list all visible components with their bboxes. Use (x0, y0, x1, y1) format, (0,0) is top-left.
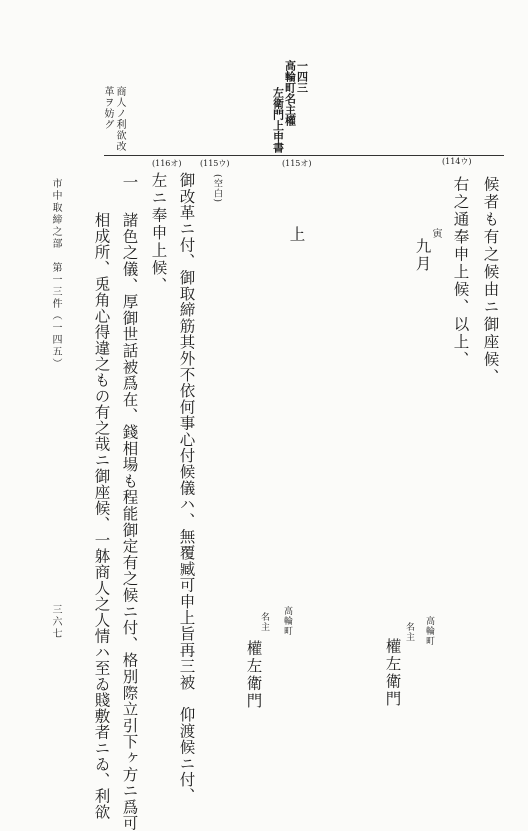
header-rule (104, 155, 504, 156)
marker-115u: (115ウ) (200, 159, 230, 168)
marker-116o: (116オ) (152, 159, 182, 168)
page-number: 三六七 (50, 604, 61, 640)
doc-title-line-2: 左衛門上申書 (271, 87, 285, 153)
left-line-2: 左ニ奉申上候、 (149, 172, 168, 295)
right-date-month: 九月 (413, 238, 432, 273)
right-town: 高輪町 (424, 616, 434, 646)
mid-town: 高輪町 (282, 606, 292, 636)
right-line-1: 候者も有之候由ニ御座候、 (481, 176, 500, 386)
left-line-1: 御改革ニ付、御取締筋其外不依何事心付候儀ハ、無覆臧可申上旨再三被 仰渡候ニ付、 (177, 172, 196, 804)
marker-114u: (114ウ) (442, 157, 472, 166)
margin-note-line-2: 革ヲ妨グ (102, 86, 113, 130)
running-head: 市中取締之部 第一三件（一四五） (50, 178, 61, 370)
marker-115o: (115オ) (282, 159, 312, 168)
margin-note-line-1: 商人ノ利欲改 (114, 86, 125, 152)
left-line-4: 相成所、兎角心得違之もの有之哉ニ御座候、一躰商人之人情ハ至ゐ賤敷者ニゐ、利欲 (92, 212, 111, 820)
left-line-3: 諸色之儀、厚御世話被爲在、錢相場も程能御定有之候ニ付、格別際立引下ヶ方ニ爲可 (120, 212, 139, 831)
mid-role: 名主 (259, 612, 269, 632)
mid-heading: 上 (287, 226, 306, 244)
mid-signer: 權左衛門 (244, 640, 263, 710)
doc-title-number: 一四三 (295, 60, 309, 93)
right-line-2: 右之通奉申上候、以上、 (451, 176, 470, 369)
right-signer: 權左衛門 (383, 638, 402, 708)
right-role: 名主 (404, 622, 414, 642)
left-line-3-mark: 一 (120, 174, 139, 192)
doc-title-line-1: 高輪町名主權 (283, 60, 297, 126)
blank-note: (空白) (212, 174, 222, 204)
right-date-era: 寅 (430, 228, 441, 239)
